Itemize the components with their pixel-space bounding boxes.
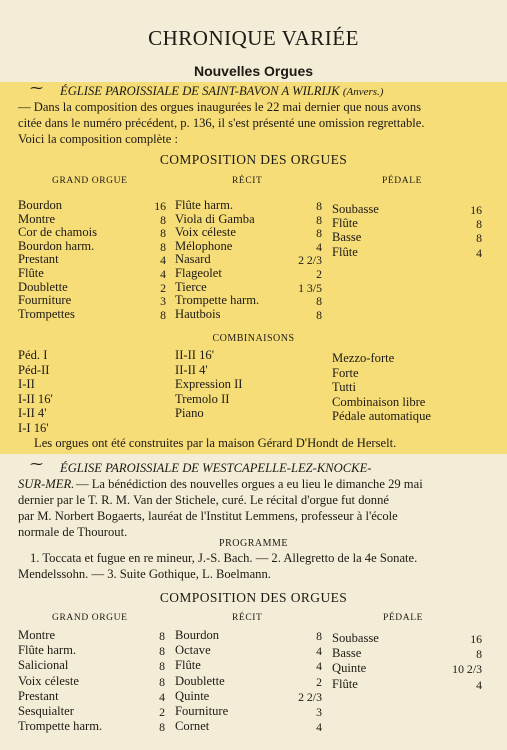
stop-name: Flûte bbox=[332, 244, 358, 259]
stop-name: Flûte bbox=[332, 216, 358, 231]
stop-name: Voix céleste bbox=[175, 225, 236, 240]
article1-body-line: — Dans la composition des orgues inaugurées le 22 mai dernier que nous avons bbox=[18, 100, 422, 114]
stop-name: Doublette bbox=[175, 673, 225, 688]
stop-name: Hautbois bbox=[175, 306, 221, 321]
combinaison-item: II-II 16' bbox=[175, 348, 214, 362]
stop-number: 2 bbox=[159, 705, 165, 719]
programme-title: PROGRAMME bbox=[219, 538, 288, 549]
stop-name: Soubasse bbox=[332, 631, 379, 645]
stop-number: 2 bbox=[316, 674, 322, 689]
combinaison-item: Mezzo-forte bbox=[332, 351, 395, 365]
stop-number: 8 bbox=[316, 629, 322, 643]
stop-number: 8 bbox=[159, 674, 165, 689]
stop-name: Montre bbox=[18, 628, 56, 642]
stop-name: Salicional bbox=[18, 658, 69, 673]
stop-name: Nasard bbox=[175, 252, 211, 267]
article1-heading-location: (Anvers.) bbox=[342, 86, 384, 98]
stop-number: 8 bbox=[316, 226, 322, 241]
stop-name: Sesquialter bbox=[18, 704, 74, 718]
stop-number: 8 bbox=[160, 239, 166, 254]
stop-number: 16 bbox=[154, 199, 166, 213]
combinaison-item: Tutti bbox=[332, 380, 357, 394]
stop-number: 8 bbox=[160, 212, 166, 227]
combinaisons-title: COMBINAISONS bbox=[212, 333, 295, 344]
article1-heading bbox=[60, 84, 383, 99]
stop-number: 2 bbox=[160, 280, 166, 295]
stop-name: Doublette bbox=[18, 279, 68, 294]
stop-number: 8 bbox=[160, 226, 166, 241]
stop-name: Flûte harm. bbox=[18, 643, 77, 658]
stop-name: Fourniture bbox=[175, 704, 229, 718]
stop-name: Cor de chamois bbox=[18, 225, 98, 240]
stop-number: 4 bbox=[316, 644, 322, 659]
stop-name: Montre bbox=[18, 211, 56, 226]
column-header-pedale: PÉDALE bbox=[383, 613, 424, 623]
article2-body-line: — La bénédiction des nouvelles orgues a eu lieu le dimanche 29 mai bbox=[76, 477, 423, 491]
combinaison-item: II-II 4' bbox=[175, 362, 208, 377]
stop-name: Soubasse bbox=[332, 202, 379, 216]
stop-number: 4 bbox=[160, 253, 166, 268]
stop-number: 16 bbox=[470, 203, 482, 217]
stop-number: 8 bbox=[159, 644, 165, 659]
stop-name: Cornet bbox=[175, 719, 210, 734]
combinaison-item: Péd-II bbox=[18, 362, 50, 377]
stop-name: Tierce bbox=[175, 279, 207, 294]
article1-heading-text: ÉGLISE PAROISSIALE DE SAINT-BAVON A WILRIJK bbox=[60, 84, 340, 98]
combinaison-item: Expression II bbox=[175, 377, 243, 391]
stop-name: Bourdon bbox=[18, 198, 63, 212]
stop-name: Voix céleste bbox=[18, 673, 79, 688]
stop-name: Trompette harm. bbox=[18, 719, 103, 734]
stop-number: 8 bbox=[476, 217, 482, 232]
stop-name: Trompette harm. bbox=[175, 293, 260, 308]
stop-name: Basse bbox=[332, 230, 362, 245]
article2-heading-line1: ÉGLISE PAROISSIALE DE WESTCAPELLE-LEZ-KNOCKE- bbox=[60, 461, 372, 475]
stop-number: 2 2/3 bbox=[298, 689, 322, 704]
stop-name: Quinte bbox=[332, 661, 367, 676]
stop-number: 1 3/5 bbox=[298, 280, 322, 295]
stop-name: Flûte bbox=[175, 658, 201, 673]
stop-number: 8 bbox=[476, 231, 482, 246]
stop-name: Mélophone bbox=[175, 238, 233, 253]
stop-number: 2 bbox=[316, 267, 322, 281]
stop-number: 4 bbox=[316, 659, 322, 674]
stop-number: 16 bbox=[470, 632, 482, 646]
stop-number: 4 bbox=[476, 245, 482, 260]
stop-name: Bourdon bbox=[175, 628, 220, 642]
column-header-pedale: PÉDALE bbox=[382, 176, 423, 186]
combinaison-item: Pédale automatique bbox=[332, 409, 431, 423]
stop-number: 4 bbox=[476, 677, 482, 692]
stop-number: 4 bbox=[316, 239, 322, 254]
stop-number: 8 bbox=[316, 199, 322, 213]
article2-body-line: dernier par le T. R. M. Van der Stichele, curé. Le récital d'orgue fut donné bbox=[18, 493, 389, 507]
article2-heading-line2: SUR-MER. bbox=[18, 477, 75, 491]
article1-body-line: Voici la composition complète : bbox=[18, 132, 178, 146]
article2-body-line: par M. Norbert Bogaerts, lauréat de l'Institut Lemmens, professeur à l'école bbox=[18, 509, 398, 523]
combinaison-item: Combinaison libre bbox=[332, 394, 426, 409]
stop-number: 3 bbox=[160, 294, 166, 309]
column-header-recit: RÉCIT bbox=[232, 176, 263, 186]
article1-footer: Les orgues ont été construites par la maison Gérard D'Hondt de Herselt. bbox=[34, 436, 397, 450]
column-header-grand-orgue: GRAND ORGUE bbox=[52, 176, 128, 186]
stop-name: Viola di Gamba bbox=[175, 211, 255, 226]
combinaison-item: Piano bbox=[175, 406, 204, 420]
stop-name: Quinte bbox=[175, 688, 210, 703]
stop-number: 8 bbox=[159, 629, 165, 643]
stop-name: Prestant bbox=[18, 252, 59, 267]
article1-composition-title: COMPOSITION DES ORGUES bbox=[159, 152, 348, 167]
stop-number: 4 bbox=[316, 720, 322, 735]
stop-number: 8 bbox=[159, 720, 165, 735]
stop-name: Trompettes bbox=[18, 306, 75, 321]
stop-number: 4 bbox=[160, 267, 166, 281]
stop-number: 10 2/3 bbox=[452, 662, 482, 677]
stop-number: 2 2/3 bbox=[298, 253, 322, 268]
stop-number: 8 bbox=[476, 647, 482, 662]
article2-dash: ⁓ bbox=[30, 456, 43, 471]
stop-number: 4 bbox=[159, 689, 165, 704]
combinaison-item: Forte bbox=[332, 365, 359, 380]
stop-name: Basse bbox=[332, 646, 362, 661]
stop-name: Flûte bbox=[332, 676, 358, 691]
programme-line: Mendelssohn. — 3. Suite Gothique, L. Boelmann. bbox=[18, 567, 271, 581]
article2-composition-title: COMPOSITION DES ORGUES bbox=[159, 590, 348, 605]
programme-line: 1. Toccata et fugue en re mineur, J.-S. Bach. — 2. Allegretto de la 4e Sonate. bbox=[30, 551, 418, 565]
stop-number: 8 bbox=[316, 212, 322, 227]
stop-number: 8 bbox=[159, 659, 165, 674]
stop-name: Flûte bbox=[18, 266, 44, 280]
stop-name: Flûte harm. bbox=[175, 198, 234, 212]
stop-number: 8 bbox=[316, 307, 322, 322]
combinaison-item: I-II 16' bbox=[18, 391, 53, 406]
combinaison-item: I-I 16' bbox=[18, 420, 49, 435]
article2-body-line: normale de Thourout. bbox=[18, 525, 128, 539]
combinaison-item: I-II bbox=[18, 377, 35, 391]
column-header-grand-orgue: GRAND ORGUE bbox=[52, 613, 128, 623]
column-header-recit: RÉCIT bbox=[232, 613, 263, 623]
stop-number: 3 bbox=[316, 705, 322, 719]
combinaison-item: I-II 4' bbox=[18, 406, 47, 420]
page-subtitle: Nouvelles Orgues bbox=[193, 63, 314, 79]
article1-dash: ⁓ bbox=[30, 80, 43, 95]
stop-number: 8 bbox=[316, 294, 322, 309]
article1-body-line: citée dans le numéro précédent, p. 136, il s'est présenté une omission regrettable. bbox=[18, 116, 425, 130]
combinaison-item: Tremolo II bbox=[175, 391, 230, 406]
stop-name: Fourniture bbox=[18, 293, 72, 308]
stop-name: Prestant bbox=[18, 688, 59, 703]
stop-name: Octave bbox=[175, 643, 211, 658]
page-title: CHRONIQUE VARIÉE bbox=[148, 26, 359, 50]
combinaison-item: Péd. I bbox=[18, 348, 48, 362]
stop-name: Flageolet bbox=[175, 266, 222, 280]
stop-number: 8 bbox=[160, 307, 166, 322]
stop-name: Bourdon harm. bbox=[18, 238, 95, 253]
